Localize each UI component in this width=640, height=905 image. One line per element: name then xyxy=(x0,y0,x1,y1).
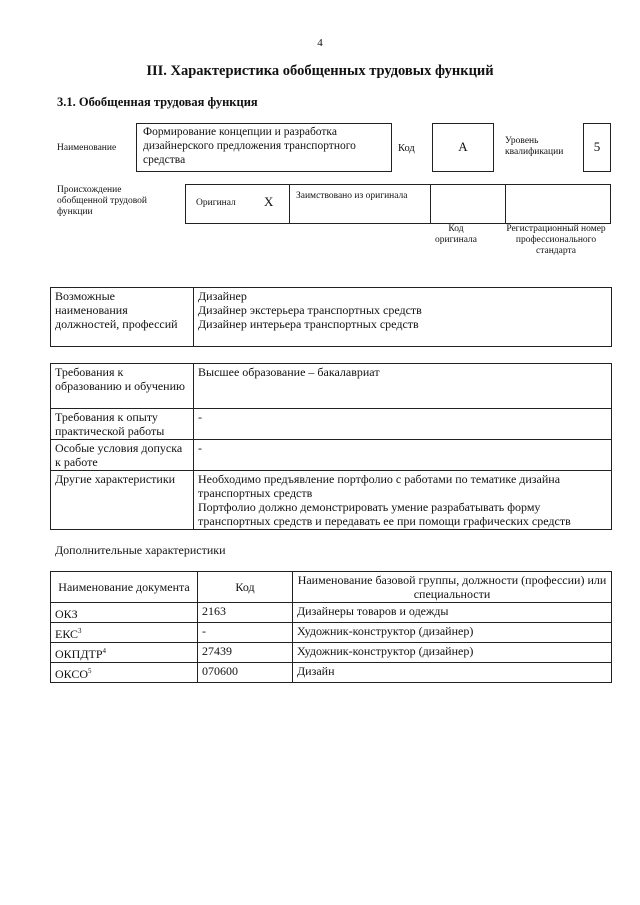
table-row xyxy=(51,364,612,409)
position-item: Дизайнер экстерьера транспортных средств xyxy=(198,303,422,317)
requirement-label: Особые условия допуска к работе xyxy=(51,440,194,471)
header-doc: Наименование документа xyxy=(51,572,198,603)
position-item: Дизайнер интерьера транспортных средств xyxy=(198,317,419,331)
level-value-box xyxy=(583,123,611,172)
name-cell: Дизайнеры товаров и одежды xyxy=(293,603,612,623)
origin-row xyxy=(185,184,611,224)
positions-label: Возможные наименования должностей, профессий xyxy=(51,288,194,347)
name-value-box xyxy=(136,123,392,172)
code-cell: 2163 xyxy=(198,603,293,623)
doc-cell xyxy=(51,623,198,643)
name-cell: Художник-конструктор (дизайнер) xyxy=(293,643,612,663)
requirements-table xyxy=(50,363,612,530)
borrowed-label: Заимствовано из оригинала xyxy=(296,191,408,201)
position-item: Дизайнер xyxy=(198,289,247,303)
code-cell: - xyxy=(198,623,293,643)
table-row xyxy=(51,440,612,471)
doc-name: ЕКС xyxy=(55,627,79,641)
doc-name: ОКПДТР xyxy=(55,647,103,661)
code-value-box xyxy=(432,123,494,172)
origin-label: Происхождение обобщенной трудовой функции xyxy=(57,185,147,217)
doc-footnote: 4 xyxy=(102,647,107,655)
doc-name: ОКСО xyxy=(55,667,89,681)
table-row xyxy=(51,643,612,663)
original-label: Оригинал xyxy=(196,198,236,208)
name-value: Формирование концепции и разработка дизайнерского предложения транспортного средства xyxy=(143,126,356,166)
subsection-title: 3.1. Обобщенная трудовая функция xyxy=(57,95,258,109)
table-row xyxy=(51,409,612,440)
table-row xyxy=(51,288,612,347)
positions-values xyxy=(194,288,612,347)
positions-table xyxy=(50,287,612,347)
doc-cell xyxy=(51,643,198,663)
table-row xyxy=(51,603,612,623)
doc-footnote: 3 xyxy=(78,627,82,635)
page-number: 4 xyxy=(317,37,323,49)
code-value: А xyxy=(458,139,468,154)
name-cell: Художник-конструктор (дизайнер) xyxy=(293,623,612,643)
requirement-label: Требования к опыту практической работы xyxy=(51,409,194,440)
name-label: Наименование xyxy=(57,143,117,153)
code-label: Код xyxy=(398,143,415,154)
section-title: III. Характеристика обобщенных трудовых функций xyxy=(146,63,494,79)
name-cell: Дизайн xyxy=(293,663,612,683)
table-header-row xyxy=(51,572,612,603)
doc-name: ОКЗ xyxy=(55,607,78,621)
code-original-caption: Код оригинала xyxy=(435,224,477,245)
header-name: Наименование базовой группы, должности (профессии) или специальности xyxy=(293,572,612,603)
origin-divider xyxy=(430,185,431,223)
additional-table xyxy=(50,571,612,683)
requirement-label: Другие характеристики xyxy=(51,471,194,530)
table-row xyxy=(51,663,612,683)
table-row xyxy=(51,471,612,530)
doc-footnote: 5 xyxy=(88,667,92,675)
doc-cell xyxy=(51,603,198,623)
origin-divider xyxy=(505,185,506,223)
header-code: Код xyxy=(198,572,293,603)
requirement-label: Требования к образованию и обучению xyxy=(51,364,194,409)
code-cell: 27439 xyxy=(198,643,293,663)
level-value: 5 xyxy=(593,139,601,154)
requirement-value: - xyxy=(194,409,612,440)
doc-cell xyxy=(51,663,198,683)
reg-number-caption: Регистрационный номер профессионального стандарта xyxy=(506,224,606,256)
additional-title: Дополнительные характеристики xyxy=(55,543,226,557)
code-cell: 070600 xyxy=(198,663,293,683)
requirement-value: Необходимо предъявление портфолио с работами по тематике дизайна транспортных средств Портфолио должно демонстрировать умение разрабатывать форму транспортных средств и передавать ее при помощи графических средств xyxy=(194,471,612,530)
level-label: Уровень квалификации xyxy=(505,136,564,157)
original-mark: Х xyxy=(264,194,274,209)
table-row xyxy=(51,623,612,643)
requirement-value: - xyxy=(194,440,612,471)
requirement-value: Высшее образование – бакалавриат xyxy=(194,364,612,409)
origin-divider xyxy=(289,185,290,223)
